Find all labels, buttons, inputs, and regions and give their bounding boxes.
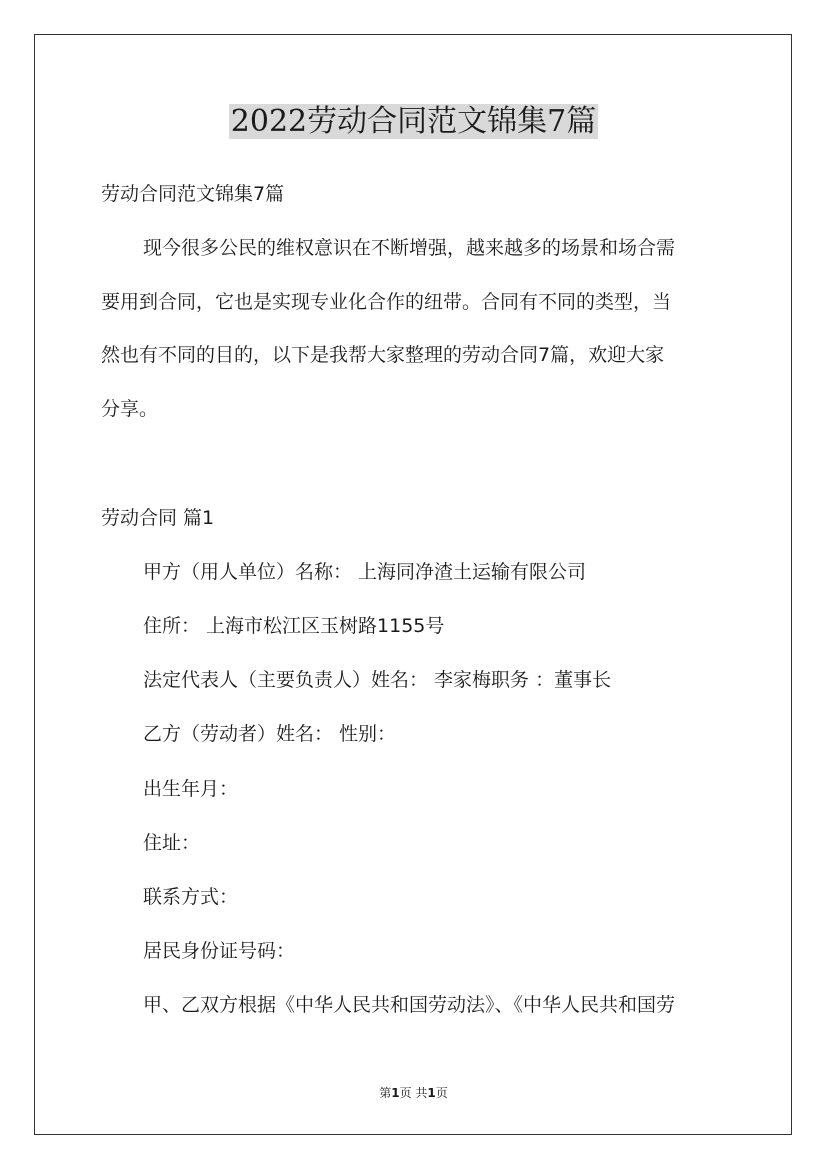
document-title (0, 100, 827, 144)
intro-line-3: 然也有不同的目的，以下是我帮大家整理的劳动合同7篇，欢迎大家 (101, 344, 665, 366)
document-title-text: 2022劳动合同范文锦集7篇 (230, 104, 597, 139)
footer-prefix: 第 (379, 1086, 392, 1100)
legal-representative: 法定代表人（主要负责人）姓名： 李家梅职务 ：董事长 (143, 669, 612, 691)
party-a-address: 住所： 上海市松江区玉树路1155号 (143, 615, 445, 637)
footer-suffix: 页 (435, 1086, 448, 1100)
footer-page-total: 1 (427, 1086, 436, 1100)
legal-basis-line: 甲、乙双方根据《中华人民共和国劳动法》、《中华人民共和国劳 (143, 994, 676, 1016)
section-heading: 劳动合同 篇1 (101, 507, 215, 529)
intro-line-4: 分享。 (101, 398, 159, 420)
party-a-name: 甲方（用人单位）名称： 上海同净渣土运输有限公司 (143, 561, 587, 583)
party-b-info: 乙方（劳动者）姓名： 性别： (143, 723, 397, 745)
residence-address: 住址： (143, 832, 201, 854)
id-number: 居民身份证号码： (143, 940, 296, 962)
intro-line-2: 要用到合同，它也是实现专业化合作的纽带。合同有不同的类型，当 (101, 291, 672, 313)
birth-date: 出生年月： (143, 778, 239, 800)
footer-page-number: 1 (391, 1086, 400, 1100)
document-subtitle: 劳动合同范文锦集7篇 (101, 183, 285, 205)
intro-line-1: 现今很多公民的维权意识在不断增强，越来越多的场景和场合需 (143, 237, 676, 259)
footer-mid: 页 共 (399, 1086, 428, 1100)
contact-info: 联系方式： (143, 886, 239, 908)
page-footer (0, 1084, 827, 1101)
